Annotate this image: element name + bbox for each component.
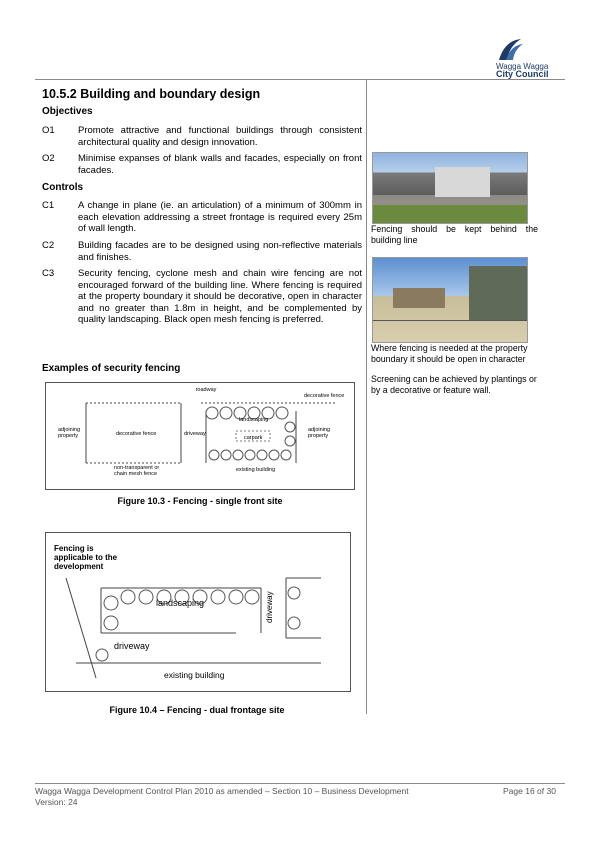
control-text: Security fencing, cyclone mesh and chain wire fencing are not encouraged forward of the building line. Where fencing is required at the property boundary it should be decorative, open in character and no greater than 1.8m in height, and be complemented by quality landscaping. Black open mesh fencing is preferred. <box>78 268 362 325</box>
objective-code: O1 <box>42 125 55 136</box>
objectives-heading: Objectives <box>42 106 93 117</box>
objective-code: O2 <box>42 153 55 164</box>
control-code: C2 <box>42 240 55 251</box>
logo-line-1: Wagga Wagga <box>496 62 549 71</box>
control-c2 <box>42 240 362 263</box>
column-divider <box>366 79 367 714</box>
photo1-caption: Fencing should be kept behind the building line <box>371 224 538 245</box>
section-title: 10.5.2 Building and boundary design <box>42 87 261 101</box>
label-roadway: roadway <box>195 387 217 393</box>
label-decorative-fence: decorative fence <box>116 431 157 437</box>
page-number: Page 16 of 30 <box>503 786 556 796</box>
label-decorative-fence-top: decorative fence <box>304 393 345 399</box>
label-carpark: carpark <box>244 435 263 441</box>
council-logo <box>492 38 562 78</box>
control-c1 <box>42 200 362 235</box>
objective-text: Promote attractive and functional buildings through consistent architectural quality and design innovation. <box>78 125 362 148</box>
objective-o1 <box>42 125 362 148</box>
footer-doc-title: Wagga Wagga Development Control Plan 2010 as amended – Section 10 – Business Development <box>35 786 409 796</box>
figure-caption-10-3: Figure 10.3 - Fencing - single front site <box>117 496 283 506</box>
sidebar-note: Screening can be achieved by plantings or by a decorative or feature wall. <box>371 374 537 395</box>
control-c3 <box>42 268 362 326</box>
label-landscaping: landscaping <box>239 417 269 423</box>
control-code: C1 <box>42 200 55 211</box>
label-landscaping-2: landscaping <box>156 598 205 608</box>
controls-heading: Controls <box>42 182 84 193</box>
objective-text: Minimise expanses of blank walls and facades, especially on front facades. <box>78 153 362 176</box>
logo-line-2: City Council <box>496 69 549 79</box>
control-code: C3 <box>42 268 55 279</box>
photo-open-fence <box>372 257 528 343</box>
photo2-caption: Where fencing is needed at the property boundary it should be open in character <box>371 343 528 364</box>
label-adjoining-left: adjoining property <box>58 427 81 439</box>
figure-single-front-site <box>45 382 355 490</box>
label-adjoining-right: adjoining property <box>308 427 331 439</box>
callout-fencing-applicable: Fencing is applicable to the development <box>54 544 118 571</box>
logo-mark-icon <box>495 38 525 62</box>
figure-dual-frontage-site <box>45 532 351 692</box>
objective-o2 <box>42 153 362 176</box>
fencing-diagram-single <box>46 383 354 489</box>
footer-rule <box>35 783 565 784</box>
control-text: Building facades are to be designed using non-reflective materials and finishes. <box>78 240 362 263</box>
footer-version: Version: 24 <box>35 797 78 807</box>
control-text: A change in plane (ie. an articulation) of a minimum of 300mm in each elevation addressing a street frontage is required every 25m of wall length. <box>78 200 362 234</box>
label-existing-building-2: existing building <box>164 670 225 680</box>
label-non-transparent: non-transparent or chain mesh fence <box>114 465 160 477</box>
label-existing-building: existing building <box>236 467 276 473</box>
label-driveway-vertical: driveway <box>265 591 274 623</box>
examples-heading: Examples of security fencing <box>42 363 181 374</box>
photo-industrial-building <box>372 152 528 224</box>
figure-caption-10-4: Figure 10.4 – Fencing - dual frontage site <box>109 705 285 715</box>
label-driveway: driveway <box>184 431 206 437</box>
header-rule <box>35 79 565 80</box>
label-driveway-horizontal: driveway <box>114 641 150 651</box>
fencing-diagram-dual <box>46 533 350 691</box>
